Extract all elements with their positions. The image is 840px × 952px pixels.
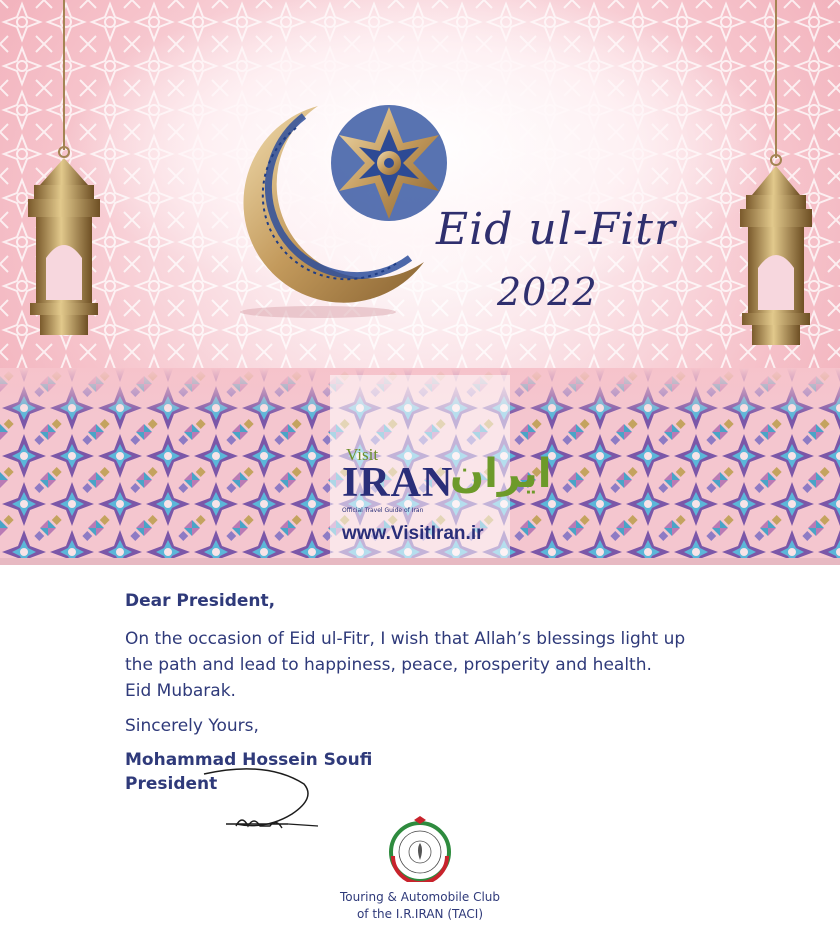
logo-tagline: Official Travel Guide of Iran [342,507,424,514]
eid-year: 2022 [497,270,598,314]
signature-mark [196,766,336,838]
logo-farsi-text: ایران [450,451,552,497]
letter-closing: Sincerely Yours, [125,716,259,736]
signer-name: Mohammad Hossein Soufi [125,750,373,770]
logo-url-link[interactable]: www.VisitIran.ir [342,523,484,544]
eid-title: Eid ul-Fitr [436,204,676,255]
taci-emblem-icon [384,816,456,882]
logo-iran-text: IRAN [342,460,454,506]
visit-iran-logo[interactable] [338,445,552,553]
org-name-line2: of the I.R.IRAN (TACI) [356,907,484,921]
letter-body-line: Eid Mubarak. [125,681,236,701]
letter-body-line: On the occasion of Eid ul-Fitr, I wish that Allah’s blessings light up [125,629,686,649]
star-medallion-icon [331,105,447,221]
letter-body [125,626,745,704]
signer-title: President [125,774,218,794]
letter-greeting: Dear President, [125,591,276,611]
letter-body-line: the path and lead to happiness, peace, prosperity and health. [125,655,652,675]
org-name-line1: Touring & Automobile Club [339,890,501,904]
logo-visit-text: Visit [346,445,379,464]
